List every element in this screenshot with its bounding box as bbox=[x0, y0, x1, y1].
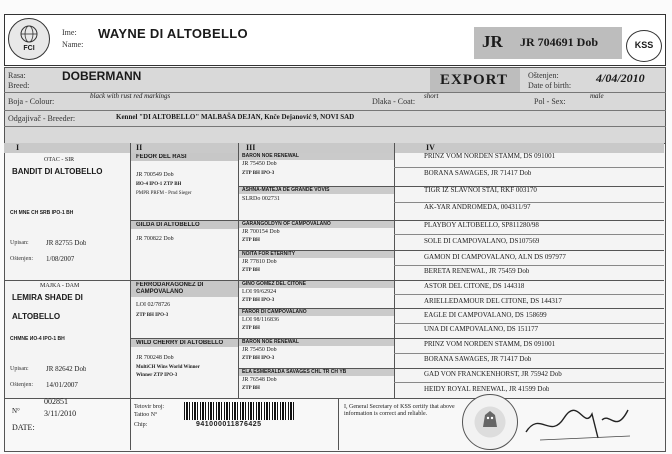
kss-logo bbox=[626, 30, 662, 62]
gen2-name: FEDOR DEL RASI bbox=[136, 154, 187, 160]
dob-label-sr: Oštenjen: bbox=[528, 71, 559, 80]
gen3-name: GINO GOMEZ DEL CITONE bbox=[242, 281, 306, 287]
gen4-entry: BERETA RENEWAL, JR 75459 Dob bbox=[424, 268, 530, 275]
gen4-entry: GAD VON FRANCKENHORST, JR 75942 Dob bbox=[424, 371, 562, 378]
barcode bbox=[184, 402, 294, 420]
kss-seal bbox=[462, 394, 518, 450]
gen4-entry: EAGLE DI CAMPOVALANO, DS 158699 bbox=[424, 312, 547, 319]
coat-value: short bbox=[424, 92, 439, 100]
dam-name-1: LEMIRA SHADE DI bbox=[12, 293, 83, 302]
sire-titles: CH MNE CH SRB IPO-1 BH bbox=[10, 210, 74, 216]
globe-icon bbox=[19, 24, 39, 44]
dam-name-2: ALTOBELLO bbox=[12, 312, 61, 321]
gen4-entry: PRINZ VOM NORDEN STAMM, DS 091001 bbox=[424, 341, 556, 348]
export-text: EXPORT bbox=[440, 72, 508, 88]
breeder-value: Kennel "DI ALTOBELLO" MALBAŠA DEJAN, Knče Dejanović 9, NOVI SAD bbox=[116, 113, 355, 121]
sire-dob-label: Oštenjen: bbox=[10, 256, 33, 262]
gen4-entry: ASTOR DEL CITONE, DS 144318 bbox=[424, 283, 525, 290]
col-iii: III bbox=[246, 143, 256, 152]
gen2-name: GILDA DI ALTOBELLO bbox=[136, 222, 200, 228]
dog-name: WAYNE DI ALTOBELLO bbox=[98, 26, 248, 41]
gen4-entry: PLAYBOY ALTOBELLO, SP811280/98 bbox=[424, 222, 539, 229]
dam-role: MAJKA - DAM bbox=[40, 283, 80, 289]
gen3-name: ELA ESMERALDA SAVAGES CHL TR CH YB bbox=[242, 369, 347, 375]
gen3-name: GARANGOLDYN OF CAMPOVALANO bbox=[242, 221, 331, 227]
gen3-reg: JR 76548 Dob bbox=[242, 377, 277, 383]
kss-logo-text: KSS bbox=[634, 40, 654, 50]
gen3-name: FAROR DI CAMPOVALANO bbox=[242, 309, 307, 315]
dam-dob-label: Oštenjen: bbox=[10, 382, 33, 388]
reg-prefix: JR bbox=[482, 32, 503, 51]
dam-reg-label: Upisan: bbox=[10, 366, 29, 372]
gen4-entry: UNA DI CAMPOVALANO, DS 151177 bbox=[424, 326, 539, 333]
gen4-entry: ARIELLEDAMOUR DEL CITONE, DS 144317 bbox=[424, 298, 562, 305]
breed-label-sr: Rasa: bbox=[8, 71, 26, 80]
chip-label: Chip: bbox=[134, 422, 148, 428]
breed-value: DOBERMANN bbox=[62, 69, 142, 83]
gen2-reg: LOI 02/78726 bbox=[136, 302, 171, 308]
tattoo-label-en: Tattoo N° bbox=[134, 412, 158, 418]
gen2-titles: MultiCH Wins World Winner bbox=[136, 365, 200, 370]
cert-number-label: N° bbox=[12, 408, 20, 415]
tattoo-label-sr: Tetovir broj: bbox=[134, 404, 165, 410]
gen3-titles: ZTP BH bbox=[242, 326, 260, 331]
gen4-entry: PRINZ VOM NORDEN STAMM, DS 091001 bbox=[424, 153, 556, 160]
breed-label-en: Breed: bbox=[8, 81, 30, 90]
gen2-note: PMPR PRFM - Prnd Sieger bbox=[136, 191, 192, 196]
signature bbox=[520, 400, 640, 444]
gen2-reg: JR 700549 Dob bbox=[136, 172, 174, 178]
gen2-note: Winner ZTP IPO-3 bbox=[136, 373, 178, 378]
sex-value: male bbox=[590, 92, 604, 100]
coat-label: Dlaka - Coat: bbox=[372, 97, 416, 106]
gen3-titles: ZTP BH IPO-3 bbox=[242, 171, 275, 176]
gen3-name: BARON NOE RENEWAL bbox=[242, 339, 299, 345]
gen3-reg: JR 75450 Dob bbox=[242, 161, 277, 167]
sire-dob: 1/08/2007 bbox=[46, 256, 75, 263]
gen3-titles: ZTP BH bbox=[242, 238, 260, 243]
gen3-titles: ZTP BH IPO-3 bbox=[242, 298, 275, 303]
dob-value: 4/04/2010 bbox=[596, 71, 645, 85]
gen3-reg: JR 75450 Dob bbox=[242, 347, 277, 353]
col-ii: II bbox=[136, 143, 143, 152]
chip-number: 941000011876425 bbox=[196, 421, 262, 428]
gen4-entry: AK-YAR ANDROMEDA, 004311/97 bbox=[424, 204, 531, 211]
gen2-reg: JR 700822 Dob bbox=[136, 236, 174, 242]
sire-role: OTAC - SIR bbox=[44, 157, 75, 163]
gen3-titles: ZTP BH bbox=[242, 386, 260, 391]
dam-titles: CHMNE ИО-4 IPO-1 BH bbox=[10, 336, 65, 342]
certification-text: I, General Secretary of KSS certify that above information is correct and reliable. bbox=[344, 404, 455, 417]
gen3-reg: SLRDo 002731 bbox=[242, 196, 280, 202]
colour-label: Boja - Colour: bbox=[8, 97, 55, 106]
gen3-reg: LOI 98/116836 bbox=[242, 317, 279, 323]
gen4-entry: TIGR IZ SLAVNOI STAI, RKF 003170 bbox=[424, 187, 537, 194]
gen3-name: BARON NOE RENEWAL bbox=[242, 153, 299, 159]
gen3-titles: ZTP BH bbox=[242, 268, 260, 273]
sire-reg-label: Upisan: bbox=[10, 240, 29, 246]
gen3-reg: JR 77810 Dob bbox=[242, 259, 277, 265]
gen4-entry: BORANA SAWAGES, JR 71417 Dob bbox=[424, 170, 532, 177]
fci-logo bbox=[8, 18, 50, 60]
col-i: I bbox=[16, 143, 20, 152]
date-value: 3/11/2010 bbox=[44, 410, 77, 417]
date-label: DATE: bbox=[12, 424, 35, 431]
gen2-titles: ZTP BH IPO-3 bbox=[136, 313, 169, 318]
gen2-name: WILD CHERRY DI ALTOBELLO bbox=[136, 340, 224, 346]
gen4-entry: HEIDY ROYAL RENEWAL, JR 41599 Dob bbox=[424, 386, 550, 393]
gen2-name: FERRODARAGONEZ DI CAMPOVALANO bbox=[136, 282, 204, 295]
pedigree-table bbox=[4, 143, 666, 399]
breeder-label: Odgajivač - Breeder: bbox=[8, 114, 76, 123]
reg-number: JR 704691 Dob bbox=[520, 35, 599, 49]
colour-value: black with rust red markings bbox=[90, 92, 171, 100]
gen4-entry: GAMON DI CAMPOVALANO, ALN DS 097977 bbox=[424, 254, 566, 261]
name-label-en: Name: bbox=[62, 40, 84, 49]
gen3-titles: ZTP BH IPO-3 bbox=[242, 356, 275, 361]
cert-number: 002851 bbox=[44, 398, 68, 405]
dam-dob: 14/01/2007 bbox=[46, 382, 78, 389]
fci-logo-text: FCI bbox=[23, 45, 35, 52]
gen4-entry: SOLE DI CAMPOVALANO, DS107569 bbox=[424, 238, 540, 245]
name-label-sr: Ime: bbox=[62, 28, 77, 37]
gen2-titles: ИО-4 IPO-1 ZTP BH bbox=[136, 182, 182, 187]
gen4-entry: BORANA SAWAGES, JR 71417 Dob bbox=[424, 356, 532, 363]
dam-reg: JR 82642 Dob bbox=[46, 366, 87, 373]
sire-name: BANDIT DI ALTOBELLO bbox=[12, 167, 103, 176]
dob-label-en: Date of birth: bbox=[528, 81, 572, 90]
sire-reg: JR 82755 Dob bbox=[46, 240, 87, 247]
gen2-reg: JR 700248 Dob bbox=[136, 355, 174, 361]
gen3-reg: JR 700154 Dob bbox=[242, 229, 280, 235]
gen3-name: ASHNA-MATEJA DE GRANDE VOVIS bbox=[242, 187, 330, 193]
sex-label: Pol - Sex: bbox=[534, 97, 566, 106]
gen3-name: NOITA FOR ETERNITY bbox=[242, 251, 296, 257]
col-iv: IV bbox=[426, 143, 435, 152]
dog-head-icon bbox=[477, 407, 503, 433]
gen3-reg: LOI 99/62924 bbox=[242, 289, 277, 295]
